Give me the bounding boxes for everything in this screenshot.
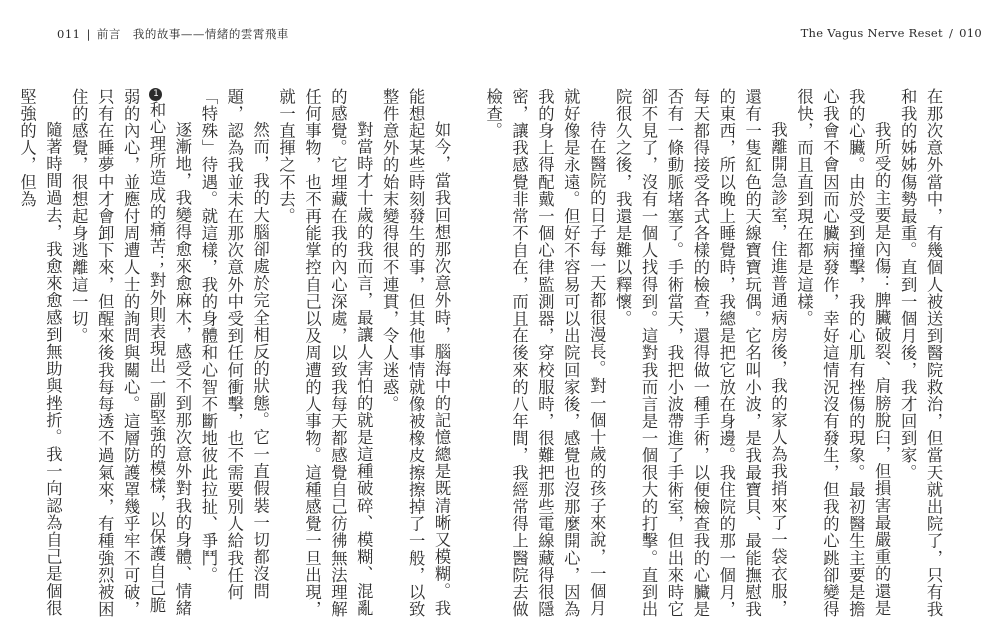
book-title: The Vagus Nerve Reset <box>800 26 943 40</box>
paragraph: 對當時才十歲的我而言，最讓人害怕的就是這種破碎、模糊、混亂的感覺。它埋藏在我的內心深處，以致我每天都感覺自己彷彿無法理解任何事物，也不再能掌控自己以及周遭的人事物。這種感覺一旦出現，就一直揮之不去。 <box>276 88 374 618</box>
page-number-left: 011 <box>57 27 81 41</box>
page-number-right: 010 <box>959 26 982 40</box>
paragraph-part: 逐漸地，我變得愈來愈麻木，感受不到那次意外對我的身體、情緒 <box>172 120 192 617</box>
paragraph: 待在醫院的日子每一天都很漫長。對一個十歲的孩子來說，一個月就好像是永遠。但好不容易可以出院回家後，感覺也沒那麼開心，因為我的身上得配戴一個心律監測器，穿校服時，很難把那些電線藏得很隱密，讓我感覺非常不自在，而且在後來的八年間，我經常得上醫院去做檢查。 <box>483 88 607 618</box>
right-page-text <box>483 88 946 628</box>
paragraph: 我離開急診室，住進普通病房後，我的家人為我捎來了一袋衣服，還有一隻紅色的天線寶寶玩偶。它名叫小波，是我最寶貝、最能撫慰我的東西，所以晚上睡覺時，我總是把它放在身邊。我住院的那一個月，每天都得接受各式各樣的檢查，還得做一種手術，以便檢查我的心臟是否有一條動脈堵塞了。手術當天，我把小波帶進了手術室，但出來時它卻不見了，沒有一個人找得到。這對我而言是一個很大的打擊。直到出院很久之後，我還是難以釋懷。 <box>613 88 788 618</box>
paragraph: 隨著時間過去，我愈來愈感到無助與挫折。我一向認為自己是個很堅強的人，但為 <box>17 88 63 617</box>
paragraph: 在那次意外當中，有幾個人被送到醫院救治，但當天就出院了，只有我和我的姊姊傷勢最重。直到一個月後，我才回到家。 <box>898 88 943 618</box>
running-header-right <box>801 26 982 40</box>
header-slash: / <box>948 26 954 40</box>
paragraph: 如今，當我回想那次意外時，腦海中的記憶總是既清晰又模糊。我能想起某些時刻發生的事，但其他事情就像被橡皮擦擦掉了一般，以致整件意外的始末變得很不連貫，令人迷惑。 <box>380 88 451 618</box>
running-header-left <box>57 26 289 42</box>
paragraph-with-note <box>65 88 195 628</box>
header-separator: | <box>86 27 91 41</box>
paragraph-part: 和心理所造成的痛苦；對外則表現出一副堅強的模樣，以保護自己脆弱的內心，並應付周遭人士的詢問與關心。這層防護罩幾乎牢不可破，只有在睡夢中才會卸下來，但醒來後我每每透不過氣來，有種強烈被困住的感覺，很想起身逃離這一切。 <box>69 88 167 618</box>
left-page-text <box>17 88 454 628</box>
paragraph: 然而，我的大腦卻處於完全相反的狀態。它一直假裝一切都沒問題，認為我並未在那次意外中受到任何衝擊，也不需要別人給我任何「特殊」待遇。就這樣，我的身體和心智不斷地彼此拉扯、爭鬥。 <box>198 88 270 601</box>
section-title: 前言 我的故事——情緒的雲霄飛車 <box>96 27 289 41</box>
paragraph: 我所受的主要是內傷：脾臟破裂、肩膀脫臼，但損害最嚴重的還是我的心臟。由於受到撞擊，我的心肌有挫傷的現象。最初醫生主要是擔心我會不會因而心臟病發作，幸好這情況沒有發生，但我的心跳卻變得很快，而且直到現在都是這樣。 <box>794 88 892 618</box>
footnote-marker[interactable]: 1 <box>151 89 162 100</box>
